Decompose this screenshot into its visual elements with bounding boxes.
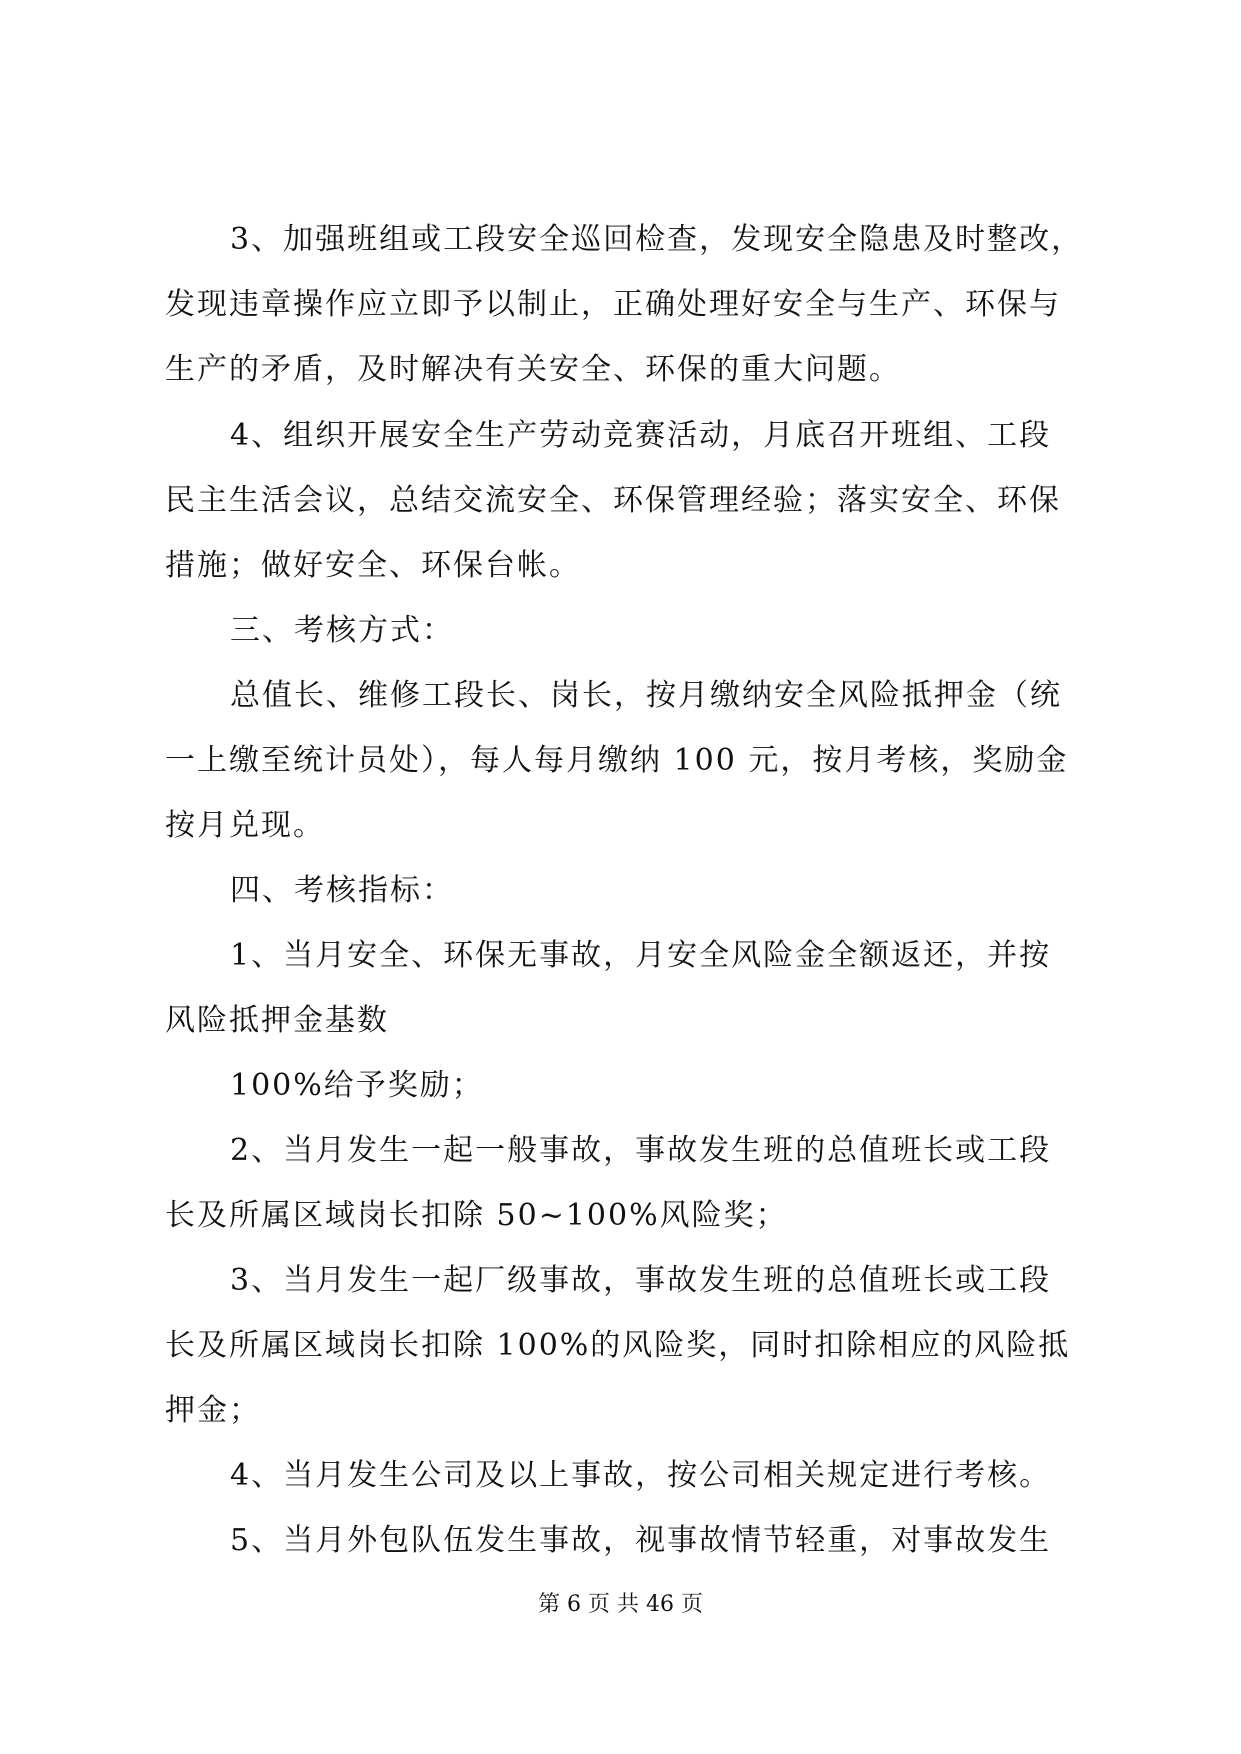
section-heading: 四、考核指标： <box>230 873 454 908</box>
paragraph-line: 2、当月发生一起一般事故，事故发生班的总值班长或工段 <box>230 1133 1052 1168</box>
paragraph-line: 风险抵押金基数 <box>165 1003 389 1038</box>
paragraph-line: 一上缴至统计员处），每人每月缴纳 100 元，按月考核，奖励金 <box>165 743 1069 778</box>
paragraph-line: 3、当月发生一起厂级事故，事故发生班的总值班长或工段 <box>230 1263 1052 1298</box>
paragraph-line: 长及所属区域岗长扣除 50~100%风险奖； <box>165 1198 788 1233</box>
paragraph-line: 措施；做好安全、环保台帐。 <box>165 548 581 583</box>
paragraph-line: 4、当月发生公司及以上事故，按公司相关规定进行考核。 <box>230 1458 1052 1493</box>
paragraph-line: 按月兑现。 <box>165 808 325 843</box>
page-footer: 第 6 页 共 46 页 <box>538 1592 703 1617</box>
paragraph-line: 生产的矛盾，及时解决有关安全、环保的重大问题。 <box>165 352 901 387</box>
paragraph-line: 4、组织开展安全生产劳动竞赛活动，月底召开班组、工段 <box>230 418 1052 453</box>
paragraph-line: 发现违章操作应立即予以制止，正确处理好安全与生产、环保与 <box>165 287 1061 322</box>
paragraph-line: 3、加强班组或工段安全巡回检查，发现安全隐患及时整改， <box>230 222 1084 257</box>
paragraph-line: 押金； <box>165 1393 261 1428</box>
paragraph-line: 总值长、维修工段长、岗长，按月缴纳安全风险抵押金（统 <box>230 678 1062 713</box>
section-heading: 三、考核方式： <box>230 613 454 648</box>
paragraph-line: 100%给予奖励； <box>230 1068 484 1103</box>
paragraph-line: 民主生活会议，总结交流安全、环保管理经验；落实安全、环保 <box>165 483 1061 518</box>
paragraph-line: 1、当月安全、环保无事故，月安全风险金全额返还，并按 <box>230 938 1052 973</box>
paragraph-line: 5、当月外包队伍发生事故，视事故情节轻重，对事故发生 <box>230 1523 1052 1558</box>
paragraph-line: 长及所属区域岗长扣除 100%的风险奖，同时扣除相应的风险抵 <box>165 1328 1071 1363</box>
